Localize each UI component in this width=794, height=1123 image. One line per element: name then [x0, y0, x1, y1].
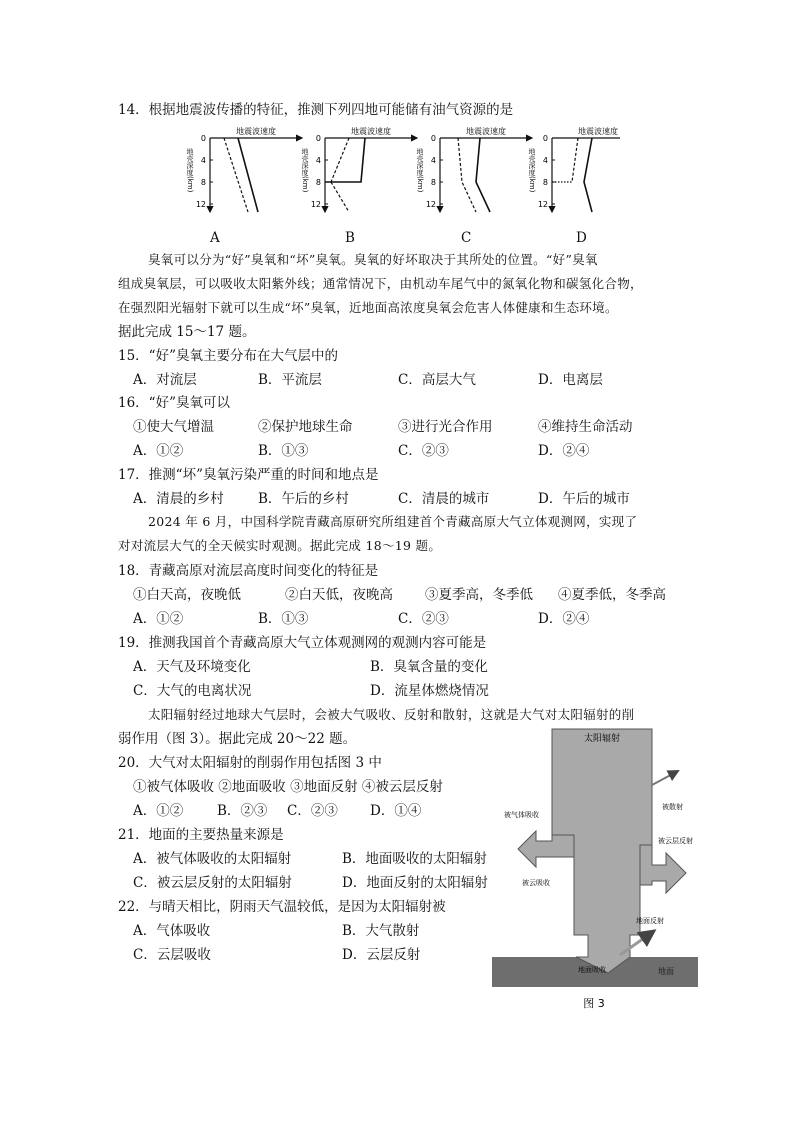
p-wave-line — [476, 138, 490, 212]
q18-statement-3: ③夏季高，冬季低 — [425, 587, 533, 603]
label-ground: 地面 — [658, 967, 674, 976]
label-scatter: 被散射 — [662, 803, 683, 811]
tick-label: 12 — [195, 200, 206, 209]
q15-option-a: A．对流层 — [133, 372, 197, 388]
q16-statement-3: ③进行光合作用 — [398, 419, 493, 435]
q15-option-b: B．平流层 — [258, 372, 322, 388]
q18-stem: 18．青藏高原对流层高度时间变化的特征是 — [118, 563, 379, 579]
tick-label: 0 — [315, 134, 321, 143]
q20-option-c: C．②③ — [287, 803, 338, 819]
tick-label: 8 — [430, 178, 436, 187]
panel-title: 地震波速度 — [351, 127, 391, 136]
tick-label: 0 — [430, 134, 436, 143]
tick-label: 4 — [430, 156, 436, 165]
q18-option-b: B．①③ — [258, 611, 309, 627]
passage2-line1: 2024 年 6 月，中国科学院青藏高原研究所组建首个青藏高原大气立体观测网，实现了 — [148, 514, 638, 529]
tick-label: 4 — [315, 156, 321, 165]
passage3-line2: 弱作用（图 3）。据此完成 20～22 题。 — [118, 731, 357, 747]
label-b: B — [345, 230, 355, 246]
label-c: C — [461, 230, 472, 246]
q20-option-d: D．①④ — [370, 803, 422, 819]
q19-option-d: D．流星体燃烧情况 — [370, 683, 489, 699]
depth-axis-label: 地壳深度(km) — [186, 148, 194, 193]
depth-axis-label: 地壳深度(km) — [416, 148, 424, 193]
q20-option-b: B．②③ — [217, 803, 268, 819]
q19-stem: 19．推测我国首个青藏高原大气立体观测网的观测内容可能是 — [118, 635, 487, 651]
panel-title: 地震波速度 — [466, 127, 506, 136]
p-wave-line — [325, 138, 365, 182]
tick-label: 4 — [200, 156, 206, 165]
q18-option-a: A．①② — [133, 611, 184, 627]
tick-label: 8 — [200, 178, 206, 187]
q22-option-d: D．云层反射 — [342, 947, 421, 963]
s-wave-line — [458, 138, 476, 212]
passage1-line3: 在强烈阳光辐射下就可以生成“坏”臭氧，近地面高浓度臭氧会危害人体健康和生态环境。 — [118, 300, 618, 315]
q14-stem: 14．根据地震波传播的特征，推测下列四地可能储有油气资源的是 — [118, 102, 514, 118]
q15-option-d: D．电离层 — [538, 372, 603, 388]
label-cloud-reflect: 被云层反射 — [658, 837, 693, 845]
seismic-wave-figure — [180, 124, 620, 244]
figure3-caption: 图 3 — [583, 997, 605, 1010]
q22-option-a: A．气体吸收 — [133, 923, 211, 939]
passage1-line2: 组成臭氧层，可以吸收太阳紫外线；通常情况下，由机动车尾气中的氮氧化物和碳氢化合物， — [118, 276, 643, 291]
q16-option-a: A．①② — [133, 443, 184, 459]
q18-statement-1: ①白天高，夜晚低 — [133, 587, 241, 603]
q21-option-c: C．被云层反射的太阳辐射 — [133, 875, 292, 891]
q20-stem: 20．大气对太阳辐射的削弱作用包括图 3 中 — [118, 755, 382, 771]
passage3-line1: 太阳辐射经过地球大气层时，会被大气吸收、反射和散射，这就是大气对太阳辐射的削 — [148, 707, 635, 722]
label-gas: 被气体吸收 — [504, 811, 539, 819]
seismic-panel-1 — [186, 126, 302, 212]
q16-statement-1: ①使大气增温 — [133, 419, 214, 435]
q20-option-a: A．①② — [133, 803, 184, 819]
q17-stem: 17．推测“坏”臭氧污染严重的时间和地点是 — [118, 467, 379, 483]
tick-label: 0 — [542, 134, 548, 143]
q17-option-c: C．清晨的城市 — [398, 491, 490, 507]
q19-option-c: C．大气的电离状况 — [133, 683, 252, 699]
spacer — [325, 138, 365, 182]
q18-option-c: C．②③ — [398, 611, 449, 627]
q22-option-c: C．云层吸收 — [133, 947, 211, 963]
tick-label: 12 — [425, 200, 436, 209]
q17-option-d: D．午后的城市 — [538, 491, 630, 507]
q21-option-d: D．地面反射的太阳辐射 — [342, 875, 488, 891]
depth-axis-label: 地壳深度(km) — [301, 148, 309, 193]
q16-option-d: D．②④ — [538, 443, 590, 459]
q15-option-c: C．高层大气 — [398, 372, 476, 388]
q18-statement-2: ②白天低，夜晚高 — [285, 587, 393, 603]
q21-option-a: A．被气体吸收的太阳辐射 — [133, 851, 292, 867]
q19-option-b: B．臭氧含量的变化 — [370, 659, 488, 675]
q17-option-a: A．清晨的乡村 — [133, 491, 224, 507]
label-ground-reflect: 地面反射 — [636, 917, 664, 925]
q16-statement-2: ②保护地球生命 — [258, 419, 353, 435]
label-ground-absorb: 地面吸收 — [578, 966, 606, 974]
panel-title: 地震波速度 — [236, 127, 276, 136]
s-wave-line — [331, 138, 349, 182]
tick-label: 8 — [542, 178, 548, 187]
s-wave-line — [224, 138, 248, 212]
q21-stem: 21．地面的主要热量来源是 — [118, 827, 284, 843]
seismic-panel-2 — [301, 126, 417, 212]
s-wave-line-lower — [331, 182, 349, 212]
tick-label: 8 — [315, 178, 321, 187]
q20-statements: ①被气体吸收 ②地面吸收 ③地面反射 ④被云层反射 — [133, 779, 443, 795]
label-d: D — [576, 230, 587, 246]
q22-stem: 22．与晴天相比，阴雨天气温较低，是因为太阳辐射被 — [118, 899, 446, 915]
seismic-panel-3 — [416, 126, 532, 212]
q19-option-a: A．天气及环境变化 — [133, 659, 251, 675]
label-sun: 太阳辐射 — [583, 734, 621, 744]
cloud-reflect-arrow — [640, 845, 686, 893]
seismic-panel-4 — [528, 126, 620, 212]
p-wave-line — [238, 138, 258, 212]
q18-option-d: D．②④ — [538, 611, 590, 627]
passage1-line1: 臭氧可以分为“好”臭氧和“坏”臭氧。臭氧的好坏取决于其所处的位置。“好”臭氧 — [148, 252, 598, 267]
tick-label: 0 — [200, 134, 206, 143]
passage1-line4: 据此完成 15～17 题。 — [118, 324, 256, 340]
q16-stem: 16．“好”臭氧可以 — [118, 395, 230, 411]
q16-statement-4: ④维持生命活动 — [538, 419, 633, 435]
label-a: A — [210, 230, 220, 246]
q17-option-b: B．午后的乡村 — [258, 491, 349, 507]
s-wave-line — [572, 138, 578, 182]
gas-absorb-arrow — [518, 831, 574, 867]
tick-label: 12 — [537, 200, 548, 209]
q15-stem: 15．“好”臭氧主要分布在大气层中的 — [118, 348, 338, 364]
q21-option-b: B．地面吸收的太阳辐射 — [342, 851, 487, 867]
q16-option-b: B．①③ — [258, 443, 309, 459]
solar-radiation-figure — [490, 725, 700, 1015]
passage2-line2: 对对流层大气的全天候实时观测。据此完成 18～19 题。 — [118, 538, 442, 553]
depth-axis-label: 地壳深度(km) — [528, 148, 536, 193]
p-wave-line — [584, 138, 592, 212]
q16-option-c: C．②③ — [398, 443, 449, 459]
tick-label: 4 — [542, 156, 548, 165]
q18-statement-4: ④夏季低，冬季高 — [558, 587, 666, 603]
q22-option-b: B．大气散射 — [342, 923, 420, 939]
scatter-arrow — [652, 771, 678, 785]
label-cloud-absorb: 被云吸收 — [522, 879, 550, 887]
tick-label: 12 — [310, 200, 321, 209]
panel-title: 地震波速度 — [578, 127, 618, 136]
